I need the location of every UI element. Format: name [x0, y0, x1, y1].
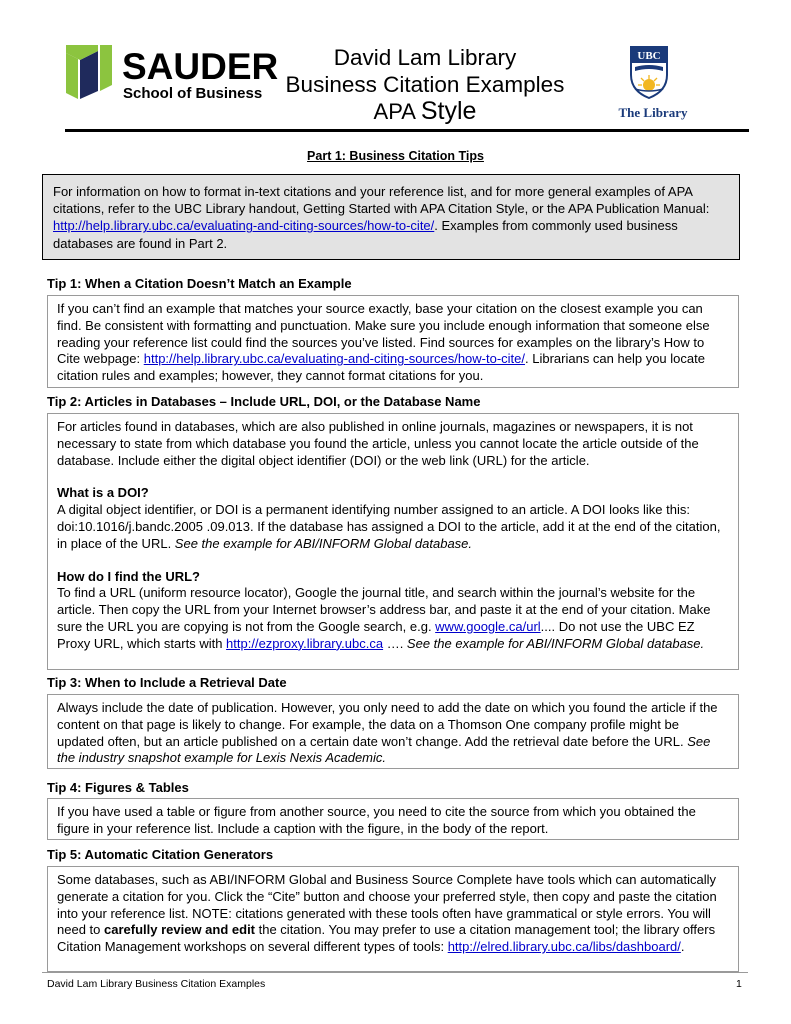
intro-box: [42, 174, 740, 260]
tip-1-how-to-cite-link[interactable]: http://help.library.ubc.ca/evaluating-and-citing-sources/how-to-cite/: [143, 351, 526, 367]
tip-1-text: If you can’t find an example that matches your source exactly, base your citation on the closest example you can find. Be consistent with formatting and punctuation. Make sure you include enough information that someone else reading your reference list could find the sources you’ve listed. Find sources for examples on the library’s How to Cite webpage: http://help.library.ubc.ca/evaluating-and-citing-sources/how-to-cite/. Librarians can help you locate citation rules and examples; however, they cannot format citations for you.: [57, 301, 710, 384]
document-title: [270, 44, 580, 125]
tip-2-box: [47, 413, 739, 670]
tip-2-heading: Tip 2: Articles in Databases – Include URL, DOI, or the Database Name: [47, 394, 481, 409]
sauder-logo: [66, 45, 279, 105]
sauder-subtitle: School of Business: [123, 85, 263, 102]
tip-4-heading: Tip 4: Figures & Tables: [47, 780, 189, 795]
ubc-crest-icon: [629, 45, 669, 99]
footer-divider: [42, 972, 748, 973]
tip-3-text: Always include the date of publication. However, you only need to add the date on which you found the article if the content on that page is likely to change. For example, the data on a Thomson One company profile might be updated often, but an article published on a certain date won’t change. Add the retrieval date before the URL. See the industry snapshot example for Lexis Nexis Academic.: [57, 700, 718, 766]
page-header: [0, 0, 791, 135]
tip-4-box: [47, 798, 739, 840]
url-text: To find a URL (uniform resource locator), Google the journal title, and search within the journal’s website for the article. Then copy the URL from your Internet browser’s address bar, and paste it at the end of your citation. Make sure the URL you are copying is not from the Google search, e.g. www.google.ca/url.... Do not use the UBC EZ Proxy URL, which starts with http://ezproxy.library.ubc.ca …. See the example for ABI/INFORM Global database.: [57, 585, 711, 651]
part-title: Part 1: Business Citation Tips: [307, 149, 484, 163]
svg-text:UBC: UBC: [637, 50, 661, 62]
ezproxy-link[interactable]: http://ezproxy.library.ubc.ca: [226, 635, 384, 651]
ubc-library-logo: [617, 45, 689, 125]
tip-3-heading: Tip 3: When to Include a Retrieval Date: [47, 675, 287, 690]
tip-5-box: [47, 866, 739, 972]
title-line-2: Business Citation Examples: [285, 72, 565, 97]
doi-text: A digital object identifier, or DOI is a permanent identifying number assigned to an article. A DOI looks like this: doi:10.1016/j.bandc.2005 .09.013. If the database has assigned a DOI to the article, add it at the end of the citation, in place of the URL. See the example for ABI/INFORM Global database.: [57, 502, 721, 551]
tip-2-para: For articles found in databases, which are also published in online journals, magazines or newspapers, it is not necessary to state from which database you found the article, unless you cannot locate the article outside of the database. Include either the digital object identifier (DOI) or the web link (URL) for the article.: [57, 419, 699, 468]
header-divider: [65, 129, 749, 132]
ubc-library-caption: The Library: [618, 105, 688, 120]
tip-3-box: [47, 694, 739, 769]
url-subheading: How do I find the URL?: [57, 568, 200, 584]
tip-5-heading: Tip 5: Automatic Citation Generators: [47, 847, 274, 862]
sauder-mark-icon: [66, 45, 112, 99]
tip-5-text: Some databases, such as ABI/INFORM Global and Business Source Complete have tools which can automatically generate a citation for you. Click the “Cite” button and choose your preferred style, then copy and paste the citation into your reference list. NOTE: citations generated with these tools often have grammatical or style errors. You will need to carefully review and edit the citation. You may prefer to use a citation management tool; the library offers Citation Management workshops on several different types of tools: http://elred.library.ubc.ca/libs/dashboard/.: [57, 872, 717, 955]
doi-subheading: What is a DOI?: [57, 485, 149, 501]
intro-text-after: . Examples from commonly used business databases are found in Part 2.: [53, 218, 678, 251]
intro-how-to-cite-link[interactable]: http://help.library.ubc.ca/evaluating-and-citing-sources/how-to-cite/: [53, 218, 435, 234]
tip-1-box: [47, 295, 739, 388]
tip-1-heading: Tip 1: When a Citation Doesn’t Match an Example: [47, 276, 352, 291]
google-url-link[interactable]: www.google.ca/url: [435, 618, 541, 634]
page-number: 1: [736, 978, 742, 990]
citation-dashboard-link[interactable]: http://elred.library.ubc.ca/libs/dashboard/: [447, 939, 681, 955]
tip-4-text: If you have used a table or figure from another source, you need to cite the source from which you obtained the figure in your reference list. Include a caption with the figure, in the body of the report.: [57, 804, 696, 836]
footer-title: David Lam Library Business Citation Examples: [47, 978, 266, 990]
sauder-wordmark: SAUDER: [122, 46, 279, 87]
intro-text-before: For information on how to format in-text citations and your reference list, and for more general examples of APA citations, refer to the UBC Library handout, Getting Started with APA Citation Style, or the APA Publication Manual:: [53, 184, 710, 217]
title-line-3: APA Style: [373, 97, 477, 125]
title-line-1: David Lam Library: [333, 45, 517, 70]
